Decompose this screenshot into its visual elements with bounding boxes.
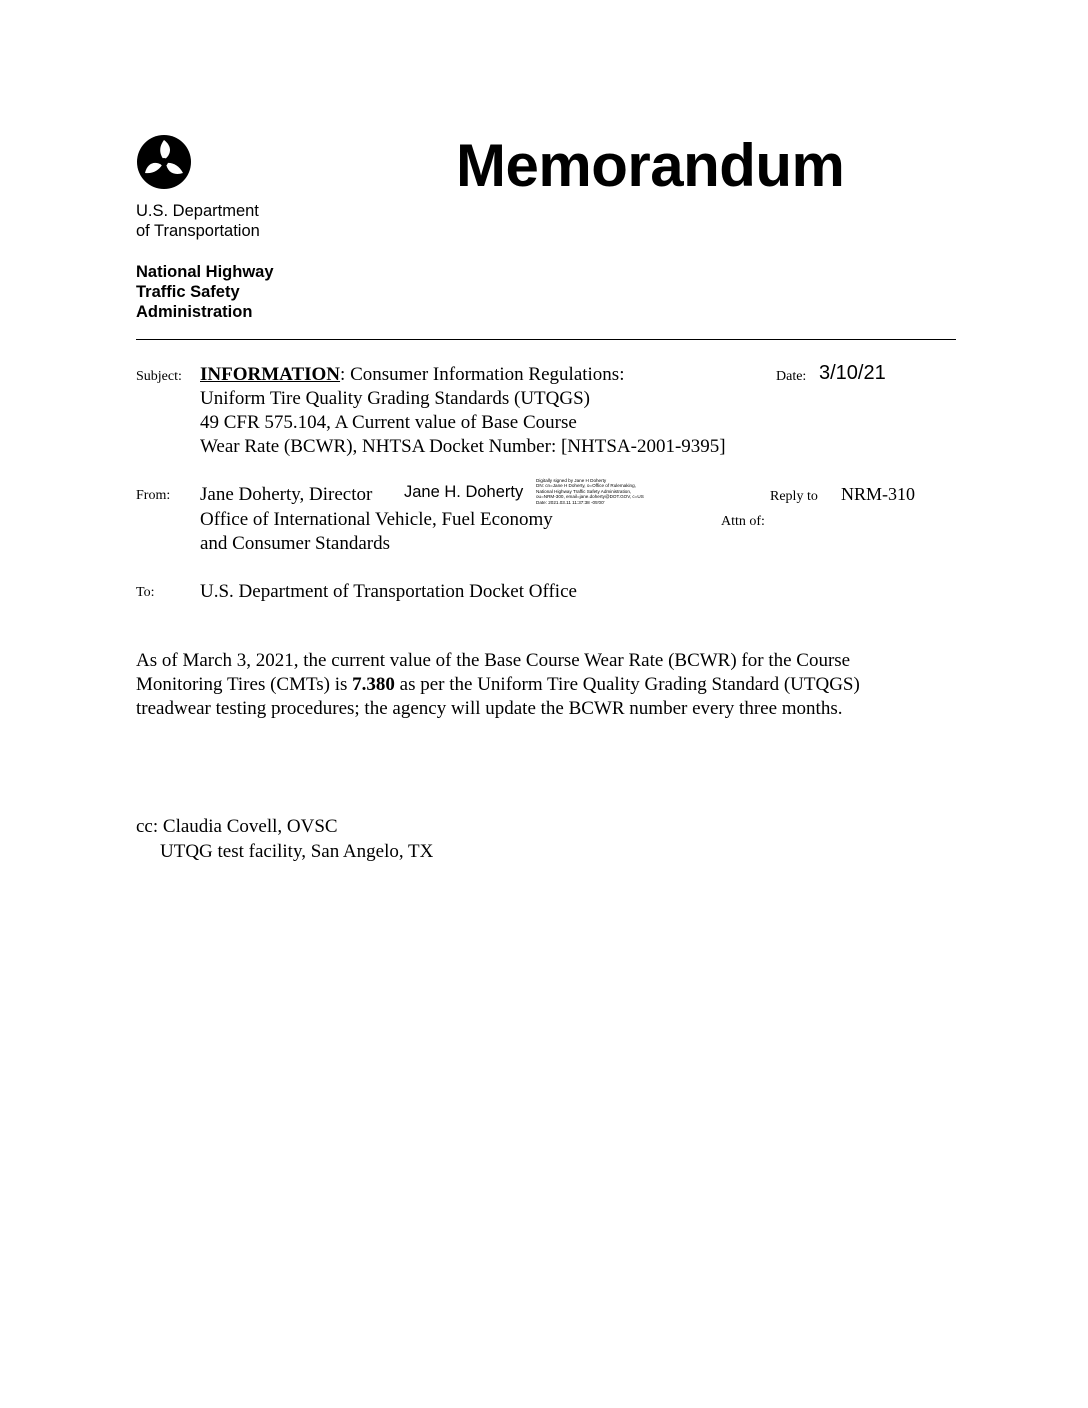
agency-name-line3: Administration bbox=[136, 303, 253, 321]
body-line2 bbox=[136, 673, 966, 697]
from-label: From: bbox=[136, 488, 171, 503]
body-line3: treadwear testing procedures; the agency will update the BCWR number every three months. bbox=[136, 698, 843, 719]
subject-line4: Wear Rate (BCWR), NHTSA Docket Number: [NHTSA-2001-9395] bbox=[200, 436, 726, 457]
reply-to-label: Reply to bbox=[770, 489, 818, 504]
signature-detail-line: Digitally signed by Jane H Doherty bbox=[536, 478, 607, 483]
subject-line2: Uniform Tire Quality Grading Standards (UTQGS) bbox=[200, 388, 590, 409]
department-name-line2: of Transportation bbox=[136, 222, 260, 240]
body-line1: As of March 3, 2021, the current value of the Base Course Wear Rate (BCWR) for the Course bbox=[136, 650, 851, 671]
reply-to-value: NRM-310 bbox=[841, 484, 916, 504]
digital-signature-name: Jane H. Doherty bbox=[404, 483, 524, 501]
digital-signature-details bbox=[536, 478, 644, 505]
cc-line2: UTQG test facility, San Angelo, TX bbox=[160, 841, 434, 862]
agency-name-line2: Traffic Safety bbox=[136, 283, 240, 301]
subject-label: Subject: bbox=[136, 369, 182, 384]
subject-line1-text: : Consumer Information Regulations: bbox=[340, 364, 625, 385]
to-label: To: bbox=[136, 585, 155, 600]
signature-detail-line: Date: 2021.03.11 11:37:38 -05'00' bbox=[536, 499, 605, 505]
bcwr-value: 7.380 bbox=[352, 674, 395, 695]
attn-of-label: Attn of: bbox=[721, 514, 765, 529]
from-line2: Office of International Vehicle, Fuel Economy bbox=[200, 509, 553, 530]
signature-detail-line: DN: cn=Jane H Doherty, o=Office of Rulemaking, bbox=[536, 483, 636, 489]
body-paragraph bbox=[136, 649, 966, 721]
subject-info-keyword: INFORMATION bbox=[200, 364, 341, 385]
date-value: 3/10/21 bbox=[819, 362, 886, 384]
subject-line3: 49 CFR 575.104, A Current value of Base Course bbox=[200, 412, 577, 433]
header-divider bbox=[136, 339, 956, 340]
body-line2-pre: Monitoring Tires (CMTs) is bbox=[136, 674, 353, 695]
from-line1: Jane Doherty, Director bbox=[200, 484, 373, 505]
cc-line1: cc: Claudia Covell, OVSC bbox=[136, 816, 338, 837]
agency-name-line1: National Highway bbox=[136, 263, 274, 281]
from-line3: and Consumer Standards bbox=[200, 533, 390, 554]
signature-detail-line: ou=NRM-300, email=jane.doherty@DOT.GOV, c=US bbox=[536, 494, 644, 500]
to-value: U.S. Department of Transportation Docket Office bbox=[200, 581, 577, 602]
signature-detail-line: National Highway Traffic Safety Administration, bbox=[536, 488, 632, 494]
memorandum-title: Memorandum bbox=[456, 132, 845, 199]
date-label: Date: bbox=[776, 369, 807, 384]
department-name-line1: U.S. Department bbox=[136, 202, 259, 220]
dot-triskelion-logo-icon bbox=[136, 134, 192, 190]
subject-line1 bbox=[200, 363, 624, 387]
body-line2-post: as per the Uniform Tire Quality Grading Standard (UTQGS) bbox=[394, 674, 860, 695]
